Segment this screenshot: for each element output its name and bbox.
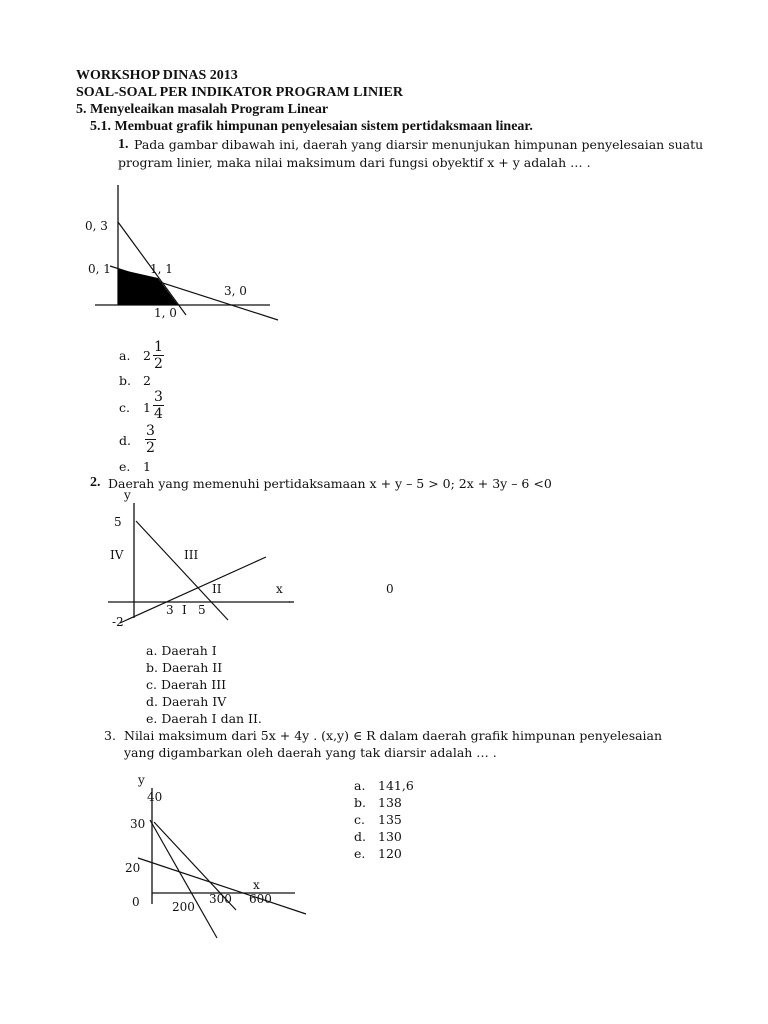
q1-option-c-whole: 1 [143,400,151,415]
q3-text-line2: yang digambarkan oleh daerah yang tak diarsir adalah … . [124,745,497,760]
q2-tick-5-x: 5 [198,603,206,617]
q1-label-3-0: 3, 0 [224,284,247,298]
q1-option-d-numerator: 3 [146,423,155,439]
q3-option-d-value: 130 [378,829,402,844]
q1-label-1-0: 1, 0 [154,306,177,320]
q1-option-e-letter: e. [119,459,131,474]
q3-origin-0: 0 [132,895,140,909]
q2-region-iv: IV [110,548,124,562]
q2-region-i: I [182,603,187,617]
q1-option-b-letter: b. [119,373,131,388]
doc-subtitle: SOAL-SOAL PER INDIKATOR PROGRAM LINIER [76,85,403,100]
q3-option-c-value: 135 [378,812,402,827]
q1-option-a-fraction [153,339,164,372]
q3-y-label: y [138,773,145,787]
q3-option-c-letter: c. [354,812,365,827]
q3-text-line1: Nilai maksimum dari 5x + 4y . (x,y) ∈ R dalam daerah grafik himpunan penyelesaian [124,728,663,743]
q1-text-line2: program linier, maka nilai maksimum dari fungsi obyektif x + y adalah … . [118,155,591,170]
q1-option-d-letter: d. [119,433,131,448]
q3-tick-30: 30 [130,817,146,831]
subsection-heading: 5.1. Membuat grafik himpunan penyelesaian sistem pertidaksmaan linear. [90,119,533,134]
q2-option-a: a. Daerah I [146,643,217,658]
q2-option-b: b. Daerah II [146,660,223,675]
q1-option-d-denominator: 2 [146,440,155,456]
q3-option-b-value: 138 [378,795,402,810]
q3-tick-200: 200 [172,900,195,914]
q1-option-c-fraction [153,389,164,422]
q1-option-c-numerator: 3 [154,389,163,405]
q3-x-label: x [253,878,260,892]
doc-title: WORKSHOP DINAS 2013 [76,68,238,83]
section-heading: 5. Menyeleaikan masalah Program Linear [76,102,329,117]
q1-label-0-1: 0, 1 [88,262,111,276]
q3-graph [120,770,320,945]
q3-tick-20: 20 [125,861,141,875]
q2-region-ii: II [212,582,222,596]
q2-tick-neg2: -2 [112,615,124,629]
q3-option-e-letter: e. [354,846,366,861]
q1-option-a-letter: a. [119,348,131,363]
q2-y-label: y [124,488,131,502]
q1-option-a-whole: 2 [143,348,151,363]
q1-label-0-3: 0, 3 [85,219,108,233]
q2-origin-0: 0 [386,582,394,596]
q1-number: 1. [118,137,129,152]
q3-tick-40: 40 [147,790,163,804]
q3-option-a-letter: a. [354,778,366,793]
q3-number: 3. [104,728,116,743]
q2-x-label: x [276,582,283,596]
q1-option-e-value: 1 [143,459,151,474]
q3-option-a-value: 141,6 [378,778,414,793]
q1-label-1-1: 1, 1 [150,262,173,276]
q1-option-b-value: 2 [143,373,151,388]
q2-text: Daerah yang memenuhi pertidaksamaan x + y – 5 > 0; 2x + 3y – 6 <0 [108,476,552,491]
q3-option-d-letter: d. [354,829,366,844]
q2-option-d: d. Daerah IV [146,694,227,709]
q1-option-c-denominator: 4 [154,406,163,422]
q1-text-line1: Pada gambar dibawah ini, daerah yang diarsir menunjukan himpunan penyelesaian suatu [134,137,704,152]
q3-option-e-value: 120 [378,846,402,861]
q1-option-a-denominator: 2 [154,356,163,372]
q2-tick-5: 5 [114,515,122,529]
q3-tick-300: 300 [209,892,232,906]
q2-option-c: c. Daerah III [146,677,227,692]
q1-option-c-letter: c. [119,400,130,415]
q2-option-e: e. Daerah I dan II. [146,711,262,726]
q3-option-b-letter: b. [354,795,366,810]
q3-tick-600: 600 [249,892,272,906]
q1-graph [70,180,290,330]
q2-region-iii: III [184,548,199,562]
q2-graph [100,485,410,635]
q1-option-a-numerator: 1 [154,339,163,355]
q2-tick-3: 3 [166,603,174,617]
q1-option-d-fraction [145,423,156,456]
q2-number: 2. [90,475,101,490]
